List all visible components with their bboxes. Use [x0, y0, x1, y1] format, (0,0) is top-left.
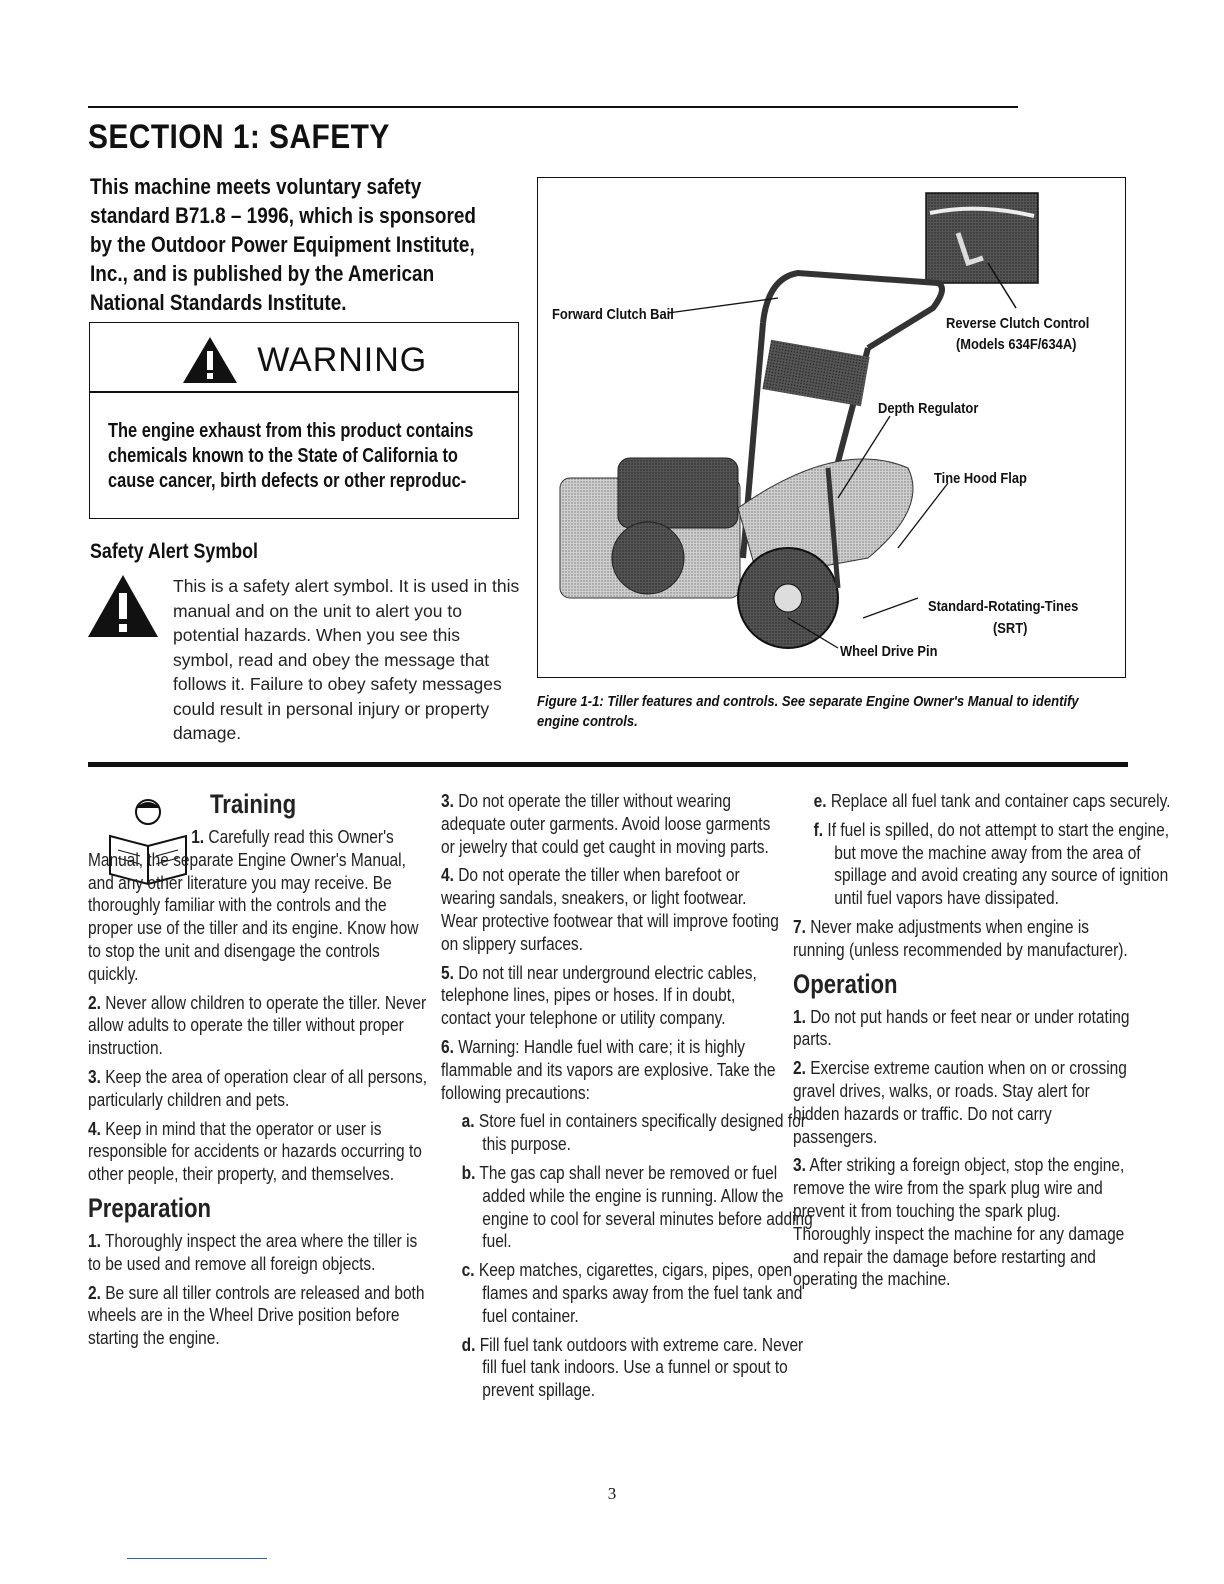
- column-3: [793, 790, 1171, 1297]
- callout-wheel-drive-pin: Wheel Drive Pin: [840, 643, 938, 660]
- column-2: [441, 790, 813, 1408]
- training-item-1: 1. Carefully read this Owner's Manual, the separate Engine Owner's Manual, and any other literature you may receive. Be thoroughly familiar with the controls and the proper use of the tiller and its engine. Know how to stop the unit and disengage the controls quickly.: [88, 827, 419, 984]
- preparation-item-4: 4. Do not operate the tiller when barefoot or wearing sandals, sneakers, or light footwear. Wear protective footwear that will improve footing on slippery surfaces.: [441, 865, 779, 954]
- operation-title: Operation: [793, 968, 898, 999]
- callout-reverse-models: (Models 634F/634A): [956, 336, 1077, 353]
- safety-alert-title: Safety Alert Symbol: [90, 540, 258, 563]
- preparation-sub-b: b. The gas cap shall never be removed or fuel added while the engine is running. Allow the engine to cool for several minutes before adding fuel.: [461, 1162, 813, 1252]
- operation-item-1: 1. Do not put hands or feet near or under rotating parts.: [793, 1006, 1130, 1050]
- figure-caption: Figure 1-1: Tiller features and controls. See separate Engine Owner's Manual to identify engine controls.: [537, 693, 1079, 730]
- callout-reverse-clutch-control: Reverse Clutch Control: [946, 315, 1090, 332]
- preparation-item-6: 6. Warning: Handle fuel with care; it is highly flammable and its vapors are explosive. Take the following precautions:: [441, 1036, 776, 1103]
- preparation-sub-f: f. If fuel is spilled, do not attempt to start the engine, but move the machine away from the area of spillage and avoid creating any source of ignition until fuel vapors have dissipated.: [813, 819, 1170, 909]
- intro-text: This machine meets voluntary safety standard B71.8 – 1996, which is sponsored by the Outdoor Power Equipment Institute, Inc., and is published by the American National Standards Institute.: [90, 174, 476, 315]
- callout-srt: (SRT): [993, 620, 1028, 637]
- warning-title: WARNING: [257, 340, 428, 379]
- operation-item-3: 3. After striking a foreign object, stop the engine, remove the wire from the spark plug wire and prevent it from touching the spark plug. Thoroughly inspect the machine for any damage and repair the damage before restarting and operating the machine.: [793, 1155, 1125, 1290]
- training-item-4: 4. Keep in mind that the operator or user is responsible for accidents or hazards occurring to other people, their property, and themselves.: [88, 1118, 422, 1185]
- training-item-2: 2. Never allow children to operate the tiller. Never allow adults to operate the tiller without proper instruction.: [88, 992, 427, 1059]
- warning-divider: [90, 391, 518, 393]
- warning-triangle-icon: [181, 335, 239, 385]
- preparation-item-3: 3. Do not operate the tiller without wearing adequate outer garments. Avoid loose garments or jewelry that could get caught in moving parts.: [441, 791, 771, 857]
- preparation-sub-d: d. Fill fuel tank outdoors with extreme care. Never fill fuel tank indoors. Use a funnel or spout to prevent spillage.: [461, 1334, 804, 1401]
- preparation-item-2: 2. Be sure all tiller controls are released and both wheels are in the Wheel Drive position before starting the engine.: [88, 1282, 425, 1349]
- preparation-item-1: 1. Thoroughly inspect the area where the tiller is to be used and remove all foreign objects.: [88, 1230, 418, 1274]
- column-1: [88, 790, 428, 1356]
- callout-standard-rotating-tines: Standard-Rotating-Tines: [928, 598, 1079, 615]
- page-number: 3: [607, 1484, 617, 1503]
- footer-line: [127, 1558, 267, 1559]
- callout-tine-hood-flap: Tine Hood Flap: [934, 470, 1027, 487]
- preparation-sub-a: a. Store fuel in containers specifically designed for this purpose.: [461, 1111, 806, 1155]
- safety-alert-triangle-icon: [86, 573, 160, 639]
- tiller-figure: [537, 177, 1126, 678]
- warning-header: [90, 335, 518, 385]
- callout-forward-clutch-bail: Forward Clutch Bail: [552, 306, 674, 323]
- preparation-item-5: 5. Do not till near underground electric cables, telephone lines, pipes or hoses. If in doubt, contact your telephone or utility company.: [441, 962, 757, 1029]
- section-divider: [88, 762, 1128, 767]
- training-item-3: 3. Keep the area of operation clear of all persons, particularly children and pets.: [88, 1066, 428, 1110]
- top-rule: [88, 106, 1018, 108]
- preparation-sub-c: c. Keep matches, cigarettes, cigars, pipes, open flames and sparks away from the fuel tank and fuel container.: [461, 1260, 803, 1326]
- preparation-item-7: 7. Never make adjustments when engine is running (unless recommended by manufacturer).: [793, 916, 1128, 960]
- warning-box: [89, 322, 519, 519]
- warning-text: The engine exhaust from this product contains chemicals known to the State of California to cause cancer, birth defects or other reproduc-: [108, 420, 474, 492]
- section-title: SECTION 1: SAFETY: [88, 118, 390, 156]
- preparation-sub-e: e. Replace all fuel tank and container caps securely.: [813, 791, 1171, 811]
- operation-item-2: 2. Exercise extreme caution when on or crossing gravel drives, walks, or roads. Stay alert for hidden hazards or traffic. Do not carry passengers.: [793, 1058, 1127, 1147]
- training-title: Training: [210, 789, 297, 819]
- safety-alert-text: This is a safety alert symbol. It is used in this manual and on the unit to alert you to potential hazards. When you see this symbol, read and obey the message that follows it. Failure to obey safety messages could result in personal injury or property damage.: [173, 576, 520, 743]
- preparation-title: Preparation: [88, 1192, 212, 1223]
- callout-depth-regulator: Depth Regulator: [878, 400, 979, 417]
